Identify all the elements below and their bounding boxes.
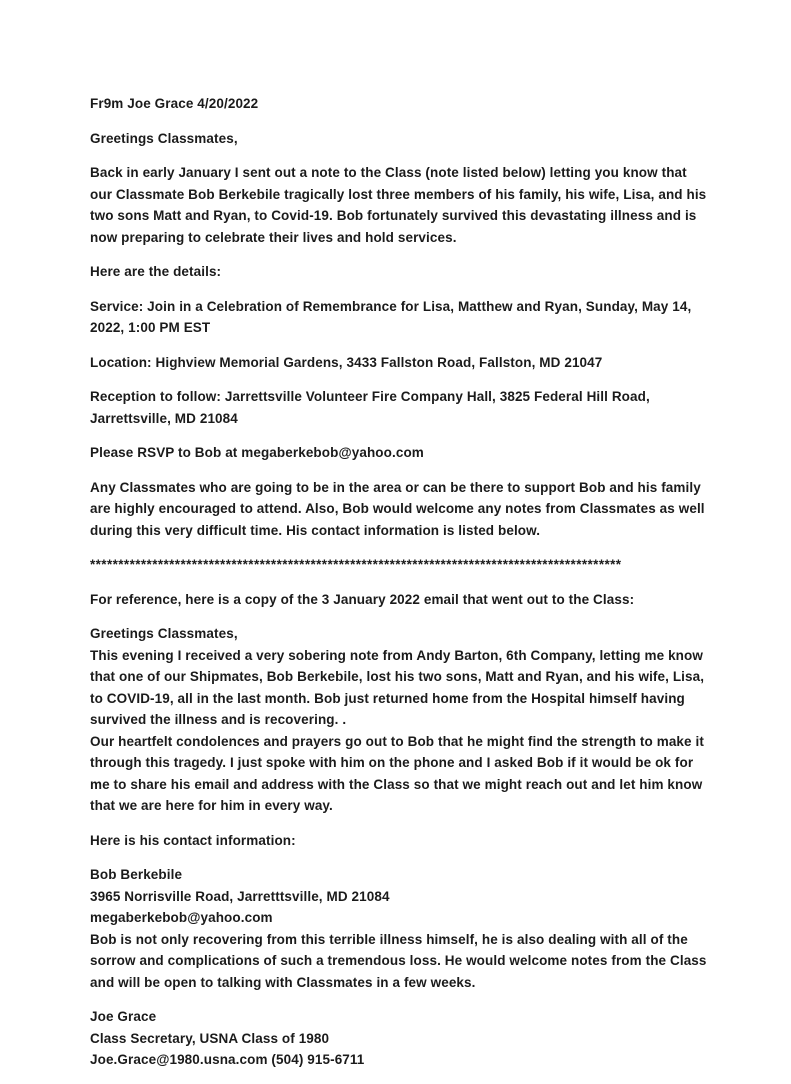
signature-contact-line: Joe.Grace@1980.usna.com (504) 915-6711 bbox=[90, 1052, 365, 1067]
reference-intro-line: For reference, here is a copy of the 3 January 2022 email that went out to the Class: bbox=[90, 591, 635, 607]
signature-title: Class Secretary, USNA Class of 1980 bbox=[90, 1030, 330, 1046]
asterisk-separator: ********************************************************************************************** bbox=[90, 557, 622, 572]
quoted-email-body-1: This evening I received a very sobering note from Andy Barton, 6th Company, letting me know that one of our Shipmates, Bob Berkebile, lost his two sons, Matt and Ryan, and his wife, Lisa, to COVID-19, all in the last month. Bob just returned home from the Hospital himself having survived the illness and is recovering. . bbox=[90, 647, 705, 727]
contact-block bbox=[90, 864, 708, 993]
intro-paragraph: Back in early January I sent out a note to the Class (note listed below) letting you know that our Classmate Bob Berkebile tragically lost three members of his family, his wife, Lisa, and his two sons Matt and Ryan, to Covid-19. Bob fortunately survived this devastating illness and is now preparing to celebrate their lives and hold services. bbox=[90, 165, 707, 245]
support-note-paragraph: Any Classmates who are going to be in the area or can be there to support Bob and his family are highly encouraged to attend. Also, Bob would welcome any notes from Classmates as well during this very difficult time. His contact information is listed below. bbox=[90, 479, 705, 538]
contact-address: 3965 Norrisville Road, Jarretttsville, MD 21084 bbox=[90, 888, 390, 904]
contact-email: megaberkebob@yahoo.com bbox=[90, 910, 273, 925]
letter-body bbox=[90, 93, 708, 1084]
contact-heading: Here is his contact information: bbox=[90, 832, 296, 848]
greeting-line: Greetings Classmates, bbox=[90, 130, 238, 146]
contact-note: Bob is not only recovering from this terrible illness himself, he is also dealing with all of the sorrow and complications of such a tremendous loss. He would welcome notes from the Class and will be open to talking with Classmates in a few weeks. bbox=[90, 931, 707, 990]
from-line: Fr9m Joe Grace 4/20/2022 bbox=[90, 96, 259, 111]
quoted-email-greeting: Greetings Classmates, bbox=[90, 626, 238, 641]
location-line: Location: Highview Memorial Gardens, 3433 Fallston Road, Fallston, MD 21047 bbox=[90, 354, 603, 370]
reception-line: Reception to follow: Jarrettsville Volunteer Fire Company Hall, 3825 Federal Hill Road, Jarrettsville, MD 21084 bbox=[90, 389, 650, 426]
service-line: Service: Join in a Celebration of Remembrance for Lisa, Matthew and Ryan, Sunday, May 14, 2022, 1:00 PM EST bbox=[90, 298, 692, 335]
quoted-email-block bbox=[90, 623, 708, 817]
contact-name: Bob Berkebile bbox=[90, 867, 183, 882]
quoted-email-body-2: Our heartfelt condolences and prayers go out to Bob that he might find the strength to make it through this tragedy. I just spoke with him on the phone and I asked Bob if it would be ok for me to share his email and address with the Class so that we might reach out and let him know that we are here for him in every way. bbox=[90, 733, 704, 813]
rsvp-line: Please RSVP to Bob at megaberkebob@yahoo.com bbox=[90, 445, 424, 460]
signature-name: Joe Grace bbox=[90, 1009, 157, 1024]
signature-block bbox=[90, 1006, 708, 1071]
details-heading: Here are the details: bbox=[90, 264, 222, 279]
